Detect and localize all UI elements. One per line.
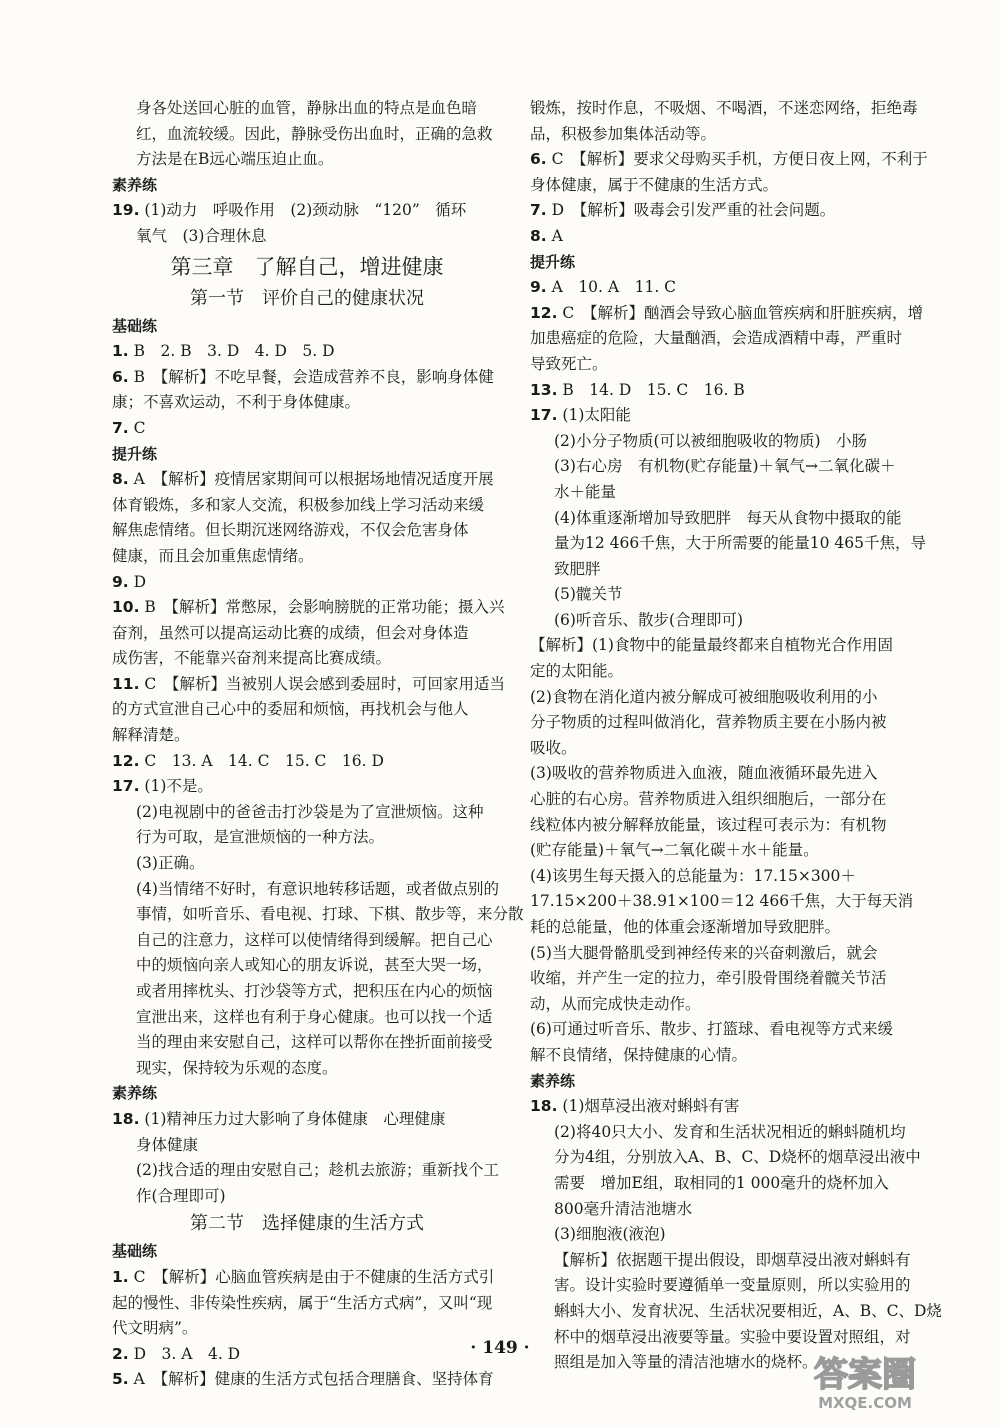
answer-line <box>112 749 502 775</box>
exercise-category-label: 提升练 <box>112 444 158 463</box>
text-line: 照组是加入等量的清洁池塘水的烧杯。 <box>554 1353 818 1372</box>
text-line: (2)找合适的理由安慰自己；趁机去旅游；重新找个工 <box>136 1161 499 1180</box>
watermark-logo <box>770 1348 960 1412</box>
text-line: 解释清楚。 <box>112 726 190 745</box>
question-number: 10. <box>112 598 140 617</box>
question-number: 6. <box>530 150 547 169</box>
text-line: 耗的总能量，他的体重会逐渐增加导致肥胖。 <box>530 918 841 936</box>
answer-text: B 【解析】不吃早餐，会造成营养不良，影响身体健 <box>133 367 494 386</box>
answer-text: A 【解析】健康的生活方式包括合理膳食、坚持体育 <box>133 1370 494 1389</box>
text-line: 锻炼，按时作息，不吸烟、不喝酒，不迷恋网络，拒绝毒 <box>530 99 918 117</box>
answer-line <box>112 467 502 493</box>
text-line: 致肥胖 <box>554 559 601 578</box>
text-line: (4)体重逐渐增加导致肥胖 每天从食物中摄取的能 <box>554 508 902 527</box>
text-line: 身体健康 <box>136 1135 199 1154</box>
answer-text: (1)不是。 <box>144 777 213 796</box>
question-number: 7. <box>530 201 547 220</box>
answer-text: D <box>133 572 147 591</box>
text-line: 品，积极参加集体活动等。 <box>530 124 717 143</box>
text-line: (3)吸收的营养物质进入血液，随血液循环最先进入 <box>530 764 878 783</box>
question-number: 9. <box>112 572 129 591</box>
question-number: 8. <box>530 226 547 245</box>
answer-line <box>112 339 502 365</box>
exercise-category-label: 素养练 <box>112 1084 158 1103</box>
text-line: 17.15×200＋38.91×100＝12 466千焦，大于每天消 <box>530 892 914 911</box>
answer-text: C 【解析】心脑血管疾病是由于不健康的生活方式引 <box>133 1267 495 1286</box>
text-line: (2)电视剧中的爸爸击打沙袋是为了宣泄烦恼。这种 <box>136 802 484 821</box>
answer-line <box>530 403 922 429</box>
text-line: 害。设计实验时要遵循单一变量原则，所以实验用的 <box>554 1276 911 1295</box>
answer-line <box>112 416 502 442</box>
answer-text: C <box>133 418 146 437</box>
text-line: 事情，如听音乐、看电视、打球、下棋、散步等，来分散 <box>136 905 524 924</box>
section-title: 第二节 选择健康的生活方式 <box>190 1213 424 1235</box>
text-line: 解焦虑情绪。但长期沉迷网络游戏，不仅会危害身体 <box>112 521 469 540</box>
text-line: (贮存能量)＋氧气→二氧化碳＋水＋能量。 <box>530 841 819 860</box>
text-line: 的方式宣泄自己心中的委屈和烦恼，再找机会与他人 <box>112 700 469 719</box>
question-number: 18. <box>530 1097 558 1116</box>
text-line: (4)当情绪不好时，有意识地转移话题，或者做点别的 <box>136 879 499 898</box>
text-line: 【解析】依据题干提出假设，即烟草浸出液对蝌蚪有 <box>554 1250 911 1269</box>
question-number: 18. <box>112 1109 140 1128</box>
text-line: (6)听音乐、散步(合理即可) <box>554 610 744 629</box>
text-line: 解不良情绪，保持健康的心情。 <box>530 1045 748 1064</box>
left-column <box>112 96 524 1393</box>
text-line: 奋剂，虽然可以提高运动比赛的成绩，但会对身体造 <box>112 623 469 642</box>
answer-text: (1)动力 呼吸作用 (2)颈动脉 “120” 循环 <box>144 201 467 220</box>
text-line: (5)当大腿骨骼肌受到神经传来的兴奋刺激后，就会 <box>530 943 878 962</box>
text-line: 健康，而且会加重焦虑情绪。 <box>112 546 314 565</box>
question-number: 5. <box>112 1370 129 1389</box>
answer-line <box>112 570 502 596</box>
watermark-main-text: 答案圈 <box>814 1355 916 1395</box>
text-line: 吸收。 <box>530 738 577 757</box>
question-number: 9. <box>530 278 547 297</box>
text-line: 氧气 (3)合理休息 <box>136 226 267 245</box>
text-line: 杯中的烟草浸出液要等量。实验中要设置对照组，对 <box>554 1327 911 1346</box>
answer-text: C 【解析】酗酒会导致心脑血管疾病和肝脏疾病，增 <box>562 303 924 322</box>
exercise-category-label: 素养练 <box>530 1071 576 1090</box>
answer-text: B 【解析】常憋尿，会影响膀胱的正常功能；摄入兴 <box>144 598 505 617</box>
question-number: 19. <box>112 201 140 220</box>
text-line: 红，血流较缓。因此，静脉受伤出血时，正确的急救 <box>136 124 493 143</box>
answer-text: (1)烟草浸出液对蝌蚪有害 <box>562 1097 740 1116</box>
text-line: 心脏的右心房。营养物质进入组织细胞后，一部分在 <box>530 790 887 809</box>
text-line: 量为12 466千焦，大于所需要的能量10 465千焦，导 <box>554 534 926 553</box>
answer-text: (1)精神压力过大影响了身体健康 心理健康 <box>144 1109 446 1128</box>
answer-text: A 【解析】疫情居家期间可以根据场地情况适度开展 <box>133 470 494 489</box>
watermark-sub-text: MXQE.COM <box>818 1394 912 1412</box>
answer-text: B 14. D 15. C 16. B <box>562 380 745 399</box>
answer-line <box>530 198 922 224</box>
question-number: 17. <box>112 777 140 796</box>
answer-line <box>112 672 506 698</box>
question-number: 12. <box>530 303 558 322</box>
exercise-category-label: 基础练 <box>112 1242 158 1261</box>
text-line: 起的慢性、非传染性疾病，属于“生活方式病”，又叫“现 <box>112 1293 493 1312</box>
question-number: 8. <box>112 470 129 489</box>
exercise-category-label: 提升练 <box>530 252 576 271</box>
text-line: 需要 增加E组，取相同的1 000毫升的烧杯加入 <box>554 1173 889 1192</box>
text-line: 水＋能量 <box>554 482 617 501</box>
question-number: 1. <box>112 1267 129 1286</box>
text-line: 导致死亡。 <box>530 354 608 373</box>
answer-text: C 【解析】要求父母购买手机，方便日夜上网，不利于 <box>551 150 928 169</box>
answer-text: A <box>551 226 563 245</box>
text-line: 动，从而完成快走动作。 <box>530 994 701 1013</box>
text-line: 定的太阳能。 <box>530 662 624 681</box>
answer-line <box>530 224 922 250</box>
text-line: 身各处送回心脏的血管，静脉出血的特点是血色暗 <box>136 99 478 117</box>
question-number: 1. <box>112 342 129 361</box>
text-line: 体育锻炼，多和家人交流，积极参加线上学习活动来缓 <box>112 495 485 514</box>
answer-line <box>530 378 922 404</box>
text-line: 或者用摔枕头、打沙袋等方式，把积压在内心的烦恼 <box>136 982 493 1000</box>
text-line: 成伤害，不能靠兴奋剂来提高比赛成绩。 <box>112 649 392 668</box>
answer-text: (1)太阳能 <box>562 406 631 425</box>
question-number: 7. <box>112 418 129 437</box>
exercise-category-label: 基础练 <box>112 316 158 335</box>
answer-line <box>112 774 502 800</box>
question-number: 6. <box>112 367 129 386</box>
question-number: 13. <box>530 380 558 399</box>
text-line: 行为可取，是宣泄烦恼的一种方法。 <box>136 828 385 847</box>
text-line: 作(合理即可) <box>136 1186 226 1205</box>
text-line: 800毫升清洁池塘水 <box>554 1199 693 1218</box>
exercise-category-label: 素养练 <box>112 175 158 194</box>
text-line: (2)将40只大小、发育和生活状况相近的蝌蚪随机均 <box>554 1122 906 1141</box>
text-line: 代文明病”。 <box>112 1319 198 1338</box>
answer-text: D 【解析】吸毒会引发严重的社会问题。 <box>551 201 836 220</box>
answer-text: B 2. B 3. D 4. D 5. D <box>133 342 335 361</box>
answer-line <box>112 1107 502 1133</box>
text-line: 宣泄出来，这样也有利于身心健康。也可以找一个适 <box>136 1007 493 1026</box>
text-line: 中的烦恼向亲人或知心的朋友诉说，甚至大哭一场， <box>136 956 493 975</box>
text-line: 收缩，并产生一定的拉力，牵引股骨围绕着髋关节活 <box>530 969 887 988</box>
text-line: (6)可通过听音乐、散步、打篮球、看电视等方式来缓 <box>530 1020 893 1039</box>
answer-line <box>530 147 928 173</box>
answer-text: C 【解析】当被别人误会感到委屈时，可回家用适当 <box>144 674 506 693</box>
question-number: 17. <box>530 406 558 425</box>
text-line: 方法是在B远心端压迫止血。 <box>136 150 334 169</box>
answer-line <box>112 365 502 391</box>
text-line: 身体健康，属于不健康的生活方式。 <box>530 175 779 194</box>
answer-line <box>112 198 502 224</box>
answer-line <box>530 301 922 327</box>
section-title: 第一节 评价自己的健康状况 <box>190 287 424 309</box>
answer-text: C 13. A 14. C 15. C 16. D <box>144 751 384 770</box>
text-line: 现实，保持较为乐观的态度。 <box>136 1058 338 1077</box>
text-line: 分为4组，分别放入A、B、C、D烧杯的烟草浸出液中 <box>554 1148 921 1167</box>
text-line: (2)食物在消化道内被分解成可被细胞吸收利用的小 <box>530 687 878 706</box>
right-column <box>530 96 942 1376</box>
answer-line <box>112 1265 502 1291</box>
text-line: (3)正确。 <box>136 854 205 873</box>
text-line: 当的理由来安慰自己，这样可以帮你在挫折面前接受 <box>136 1033 493 1052</box>
question-number: 11. <box>112 674 140 693</box>
answer-text: D 3. A 4. D <box>133 1344 241 1363</box>
text-line: (2)小分子物质(可以被细胞吸收的物质) 小肠 <box>554 431 868 450</box>
text-line: 【解析】(1)食物中的能量最终都来自植物光合作用固 <box>530 636 893 655</box>
chapter-title: 第三章 了解自己，增进健康 <box>170 254 444 279</box>
answer-line <box>530 275 922 301</box>
text-line: 加患癌症的危险，大量酗酒，会造成酒精中毒，严重时 <box>530 329 903 348</box>
page-number: · 149 · <box>470 1338 530 1358</box>
text-line: 蝌蚪大小、发育状况、生活状况要相近，A、B、C、D烧 <box>554 1301 942 1320</box>
text-line: (3)细胞液(液泡) <box>554 1225 666 1244</box>
answer-line <box>530 1094 922 1120</box>
text-line: 分子物质的过程叫做消化，营养物质主要在小肠内被 <box>530 713 887 732</box>
question-number: 12. <box>112 751 140 770</box>
text-line: 自己的注意力，这样可以使情绪得到缓解。把自己心 <box>136 930 493 949</box>
answer-line <box>112 1367 502 1393</box>
text-line: (4)该男生每天摄入的总能量为：17.15×300＋ <box>530 866 856 885</box>
answer-line <box>112 595 505 621</box>
text-line: (5)髋关节 <box>554 585 623 604</box>
text-line: 线粒体内被分解释放能量，该过程可表示为：有机物 <box>530 815 887 834</box>
answer-text: A 10. A 11. C <box>551 278 677 297</box>
text-line: 康；不喜欢运动，不利于身体健康。 <box>112 393 361 412</box>
question-number: 2. <box>112 1344 129 1363</box>
text-line: (3)右心房 有机物(贮存能量)＋氧气→二氧化碳＋ <box>554 457 896 476</box>
